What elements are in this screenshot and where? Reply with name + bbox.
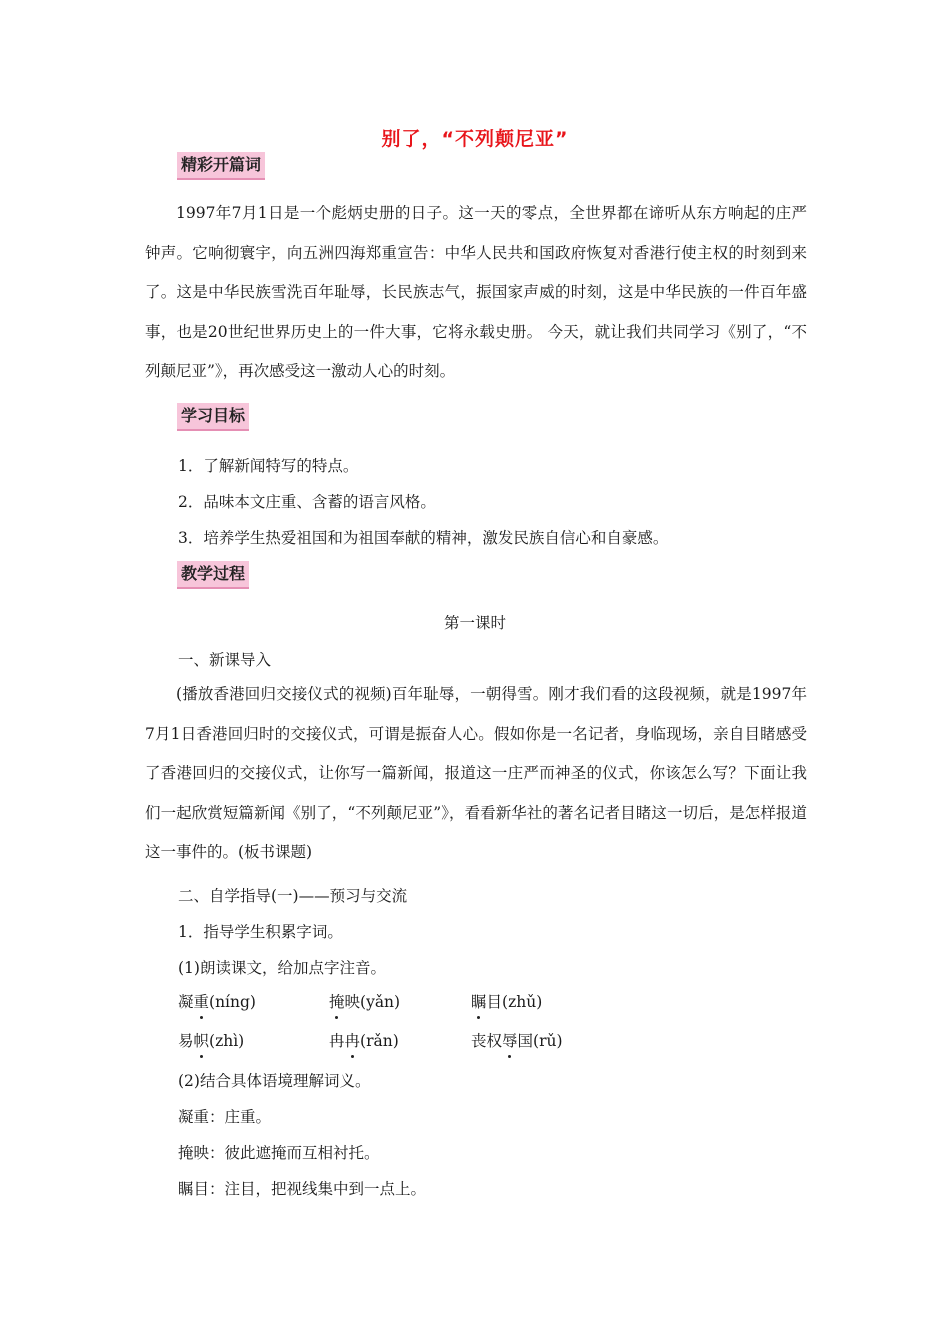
definition-item: 掩映：彼此遮掩而互相衬托。 (178, 1144, 380, 1162)
goal-item-3: 3．培养学生热爱祖国和为祖国奉献的精神，激发民族自信心和自豪感。 (178, 529, 669, 547)
pinyin-item: 易帜(zhì) (178, 1029, 244, 1051)
section-badge-process: 教学过程 (177, 561, 249, 589)
sub2-text: (2)结合具体语境理解词义。 (178, 1072, 371, 1090)
section-badge-goals: 学习目标 (177, 403, 249, 431)
pinyin-item: 丧权辱国(rǔ) (471, 1029, 563, 1051)
section-badge-opening: 精彩开篇词 (177, 152, 265, 180)
step1-paragraph: (播放香港回归交接仪式的视频)百年耻辱，一朝得雪。刚才我们看的这段视频，就是1997年7月1日香港回归时的交接仪式，可谓是振奋人心。假如你是一名记者，身临现场，亲自目睹感受了香港回归的交接仪式，让你写一篇新闻，报道这一庄严而神圣的仪式，你该怎么写？下面让我们一起欣赏短篇新闻《别了，“不列颠尼亚”》，看看新华社的著名记者目睹这一切后，是怎样报道这一事件的。(板书课题) (145, 685, 807, 862)
page-title: 别了，“不列颠尼亚” (381, 128, 569, 150)
step2-title: 二、自学指导(一)——预习与交流 (178, 887, 408, 905)
pinyin-item: 瞩目(zhǔ) (471, 990, 542, 1012)
pinyin-item: 冉冉(rǎn) (329, 1029, 399, 1051)
definition-item: 凝重：庄重。 (178, 1108, 272, 1126)
goal-item-1: 1．了解新闻特写的特点。 (178, 457, 359, 475)
step1-title: 一、新课导入 (178, 651, 272, 669)
goal-item-2: 2．品味本文庄重、含蓄的语言风格。 (178, 493, 436, 511)
definition-item: 瞩目：注目，把视线集中到一点上。 (178, 1180, 427, 1198)
sub1-text: (1)朗读课文，给加点字注音。 (178, 959, 386, 977)
opening-paragraph: 1997年7月1日是一个彪炳史册的日子。这一天的零点，全世界都在谛听从东方响起的庄严钟声。它响彻寰宇，向五洲四海郑重宣告：中华人民共和国政府恢复对香港行使主权的时刻到来了。这是中华民族雪洗百年耻辱，长民族志气，振国家声威的时刻，这是中华民族的一件百年盛事，也是20世纪世界历史上的一件大事，它将永载史册。 今天，就让我们共同学习《别了，“不列颠尼亚”》，再次感受这一激动人心的时刻。 (145, 204, 807, 381)
pinyin-item: 凝重(níng) (178, 990, 256, 1012)
lesson-title: 第一课时 (443, 614, 506, 632)
item1-text: 1．指导学生积累字词。 (178, 923, 343, 941)
pinyin-item: 掩映(yǎn) (329, 990, 400, 1012)
